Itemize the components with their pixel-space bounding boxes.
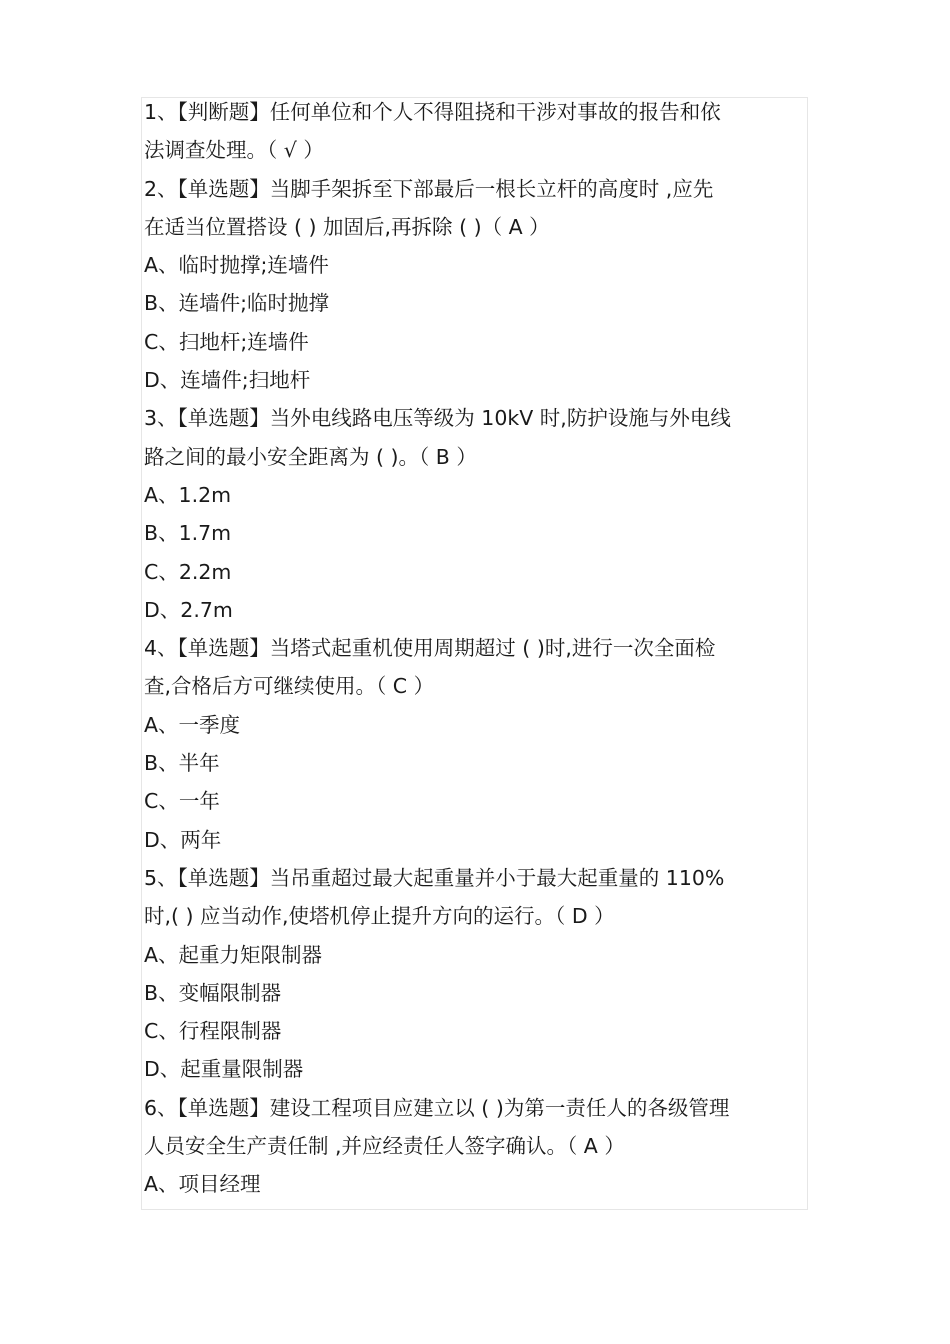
q2-option-d: D、连墙件;扫地杆: [144, 368, 311, 393]
q6-option-a: A、项目经理: [144, 1172, 261, 1197]
q2-line-2: 在适当位置搭设 ( ) 加固后,再拆除 ( )（ A ）: [144, 214, 550, 239]
q3-line-1: 3、【单选题】当外电线路电压等级为 10kV 时,防护设施与外电线: [144, 406, 731, 431]
q5-option-c: C、行程限制器: [144, 1019, 282, 1044]
q5-line-2: 时,( ) 应当动作,使塔机停止提升方向的运行。（ D ）: [144, 904, 615, 929]
q4-option-c: C、一年: [144, 789, 220, 814]
q6-line-2: 人员安全生产责任制 ,并应经责任人签字确认。（ A ）: [144, 1134, 625, 1159]
q4-option-a: A、一季度: [144, 712, 241, 737]
q5-option-d: D、起重量限制器: [144, 1057, 304, 1082]
q4-line-1: 4、【单选题】当塔式起重机使用周期超过 ( )时,进行一次全面检: [144, 636, 716, 661]
q2-option-c: C、扫地杆;连墙件: [144, 329, 309, 354]
question-text-block: [144, 93, 806, 1204]
q4-option-b: B、半年: [144, 751, 220, 776]
q1-line-2: 法调查处理。（ √ ）: [144, 138, 324, 163]
q3-option-c: C、2.2m: [144, 559, 232, 584]
q6-line-1: 6、【单选题】建设工程项目应建立以 ( )为第一责任人的各级管理: [144, 1095, 730, 1120]
q3-option-d: D、2.7m: [144, 597, 233, 622]
q3-line-2: 路之间的最小安全距离为 ( )。（ B ）: [144, 444, 477, 469]
q5-option-b: B、变幅限制器: [144, 980, 282, 1005]
q5-line-1: 5、【单选题】当吊重超过最大起重量并小于最大起重量的 110%: [144, 865, 725, 890]
q5-option-a: A、起重力矩限制器: [144, 942, 323, 967]
q1-line-1: 1、【判断题】任何单位和个人不得阻挠和干涉对事故的报告和依: [144, 100, 721, 124]
q4-option-d: D、两年: [144, 827, 222, 852]
q4-line-2: 查,合格后方可继续使用。（ C ）: [144, 674, 435, 699]
q3-option-a: A、1.2m: [144, 482, 232, 507]
q2-line-1: 2、【单选题】当脚手架拆至下部最后一根长立杆的高度时 ,应先: [144, 176, 714, 201]
q2-option-a: A、临时抛撑;连墙件: [144, 253, 329, 278]
q3-option-b: B、1.7m: [144, 521, 232, 546]
q2-option-b: B、连墙件;临时抛撑: [144, 291, 329, 316]
